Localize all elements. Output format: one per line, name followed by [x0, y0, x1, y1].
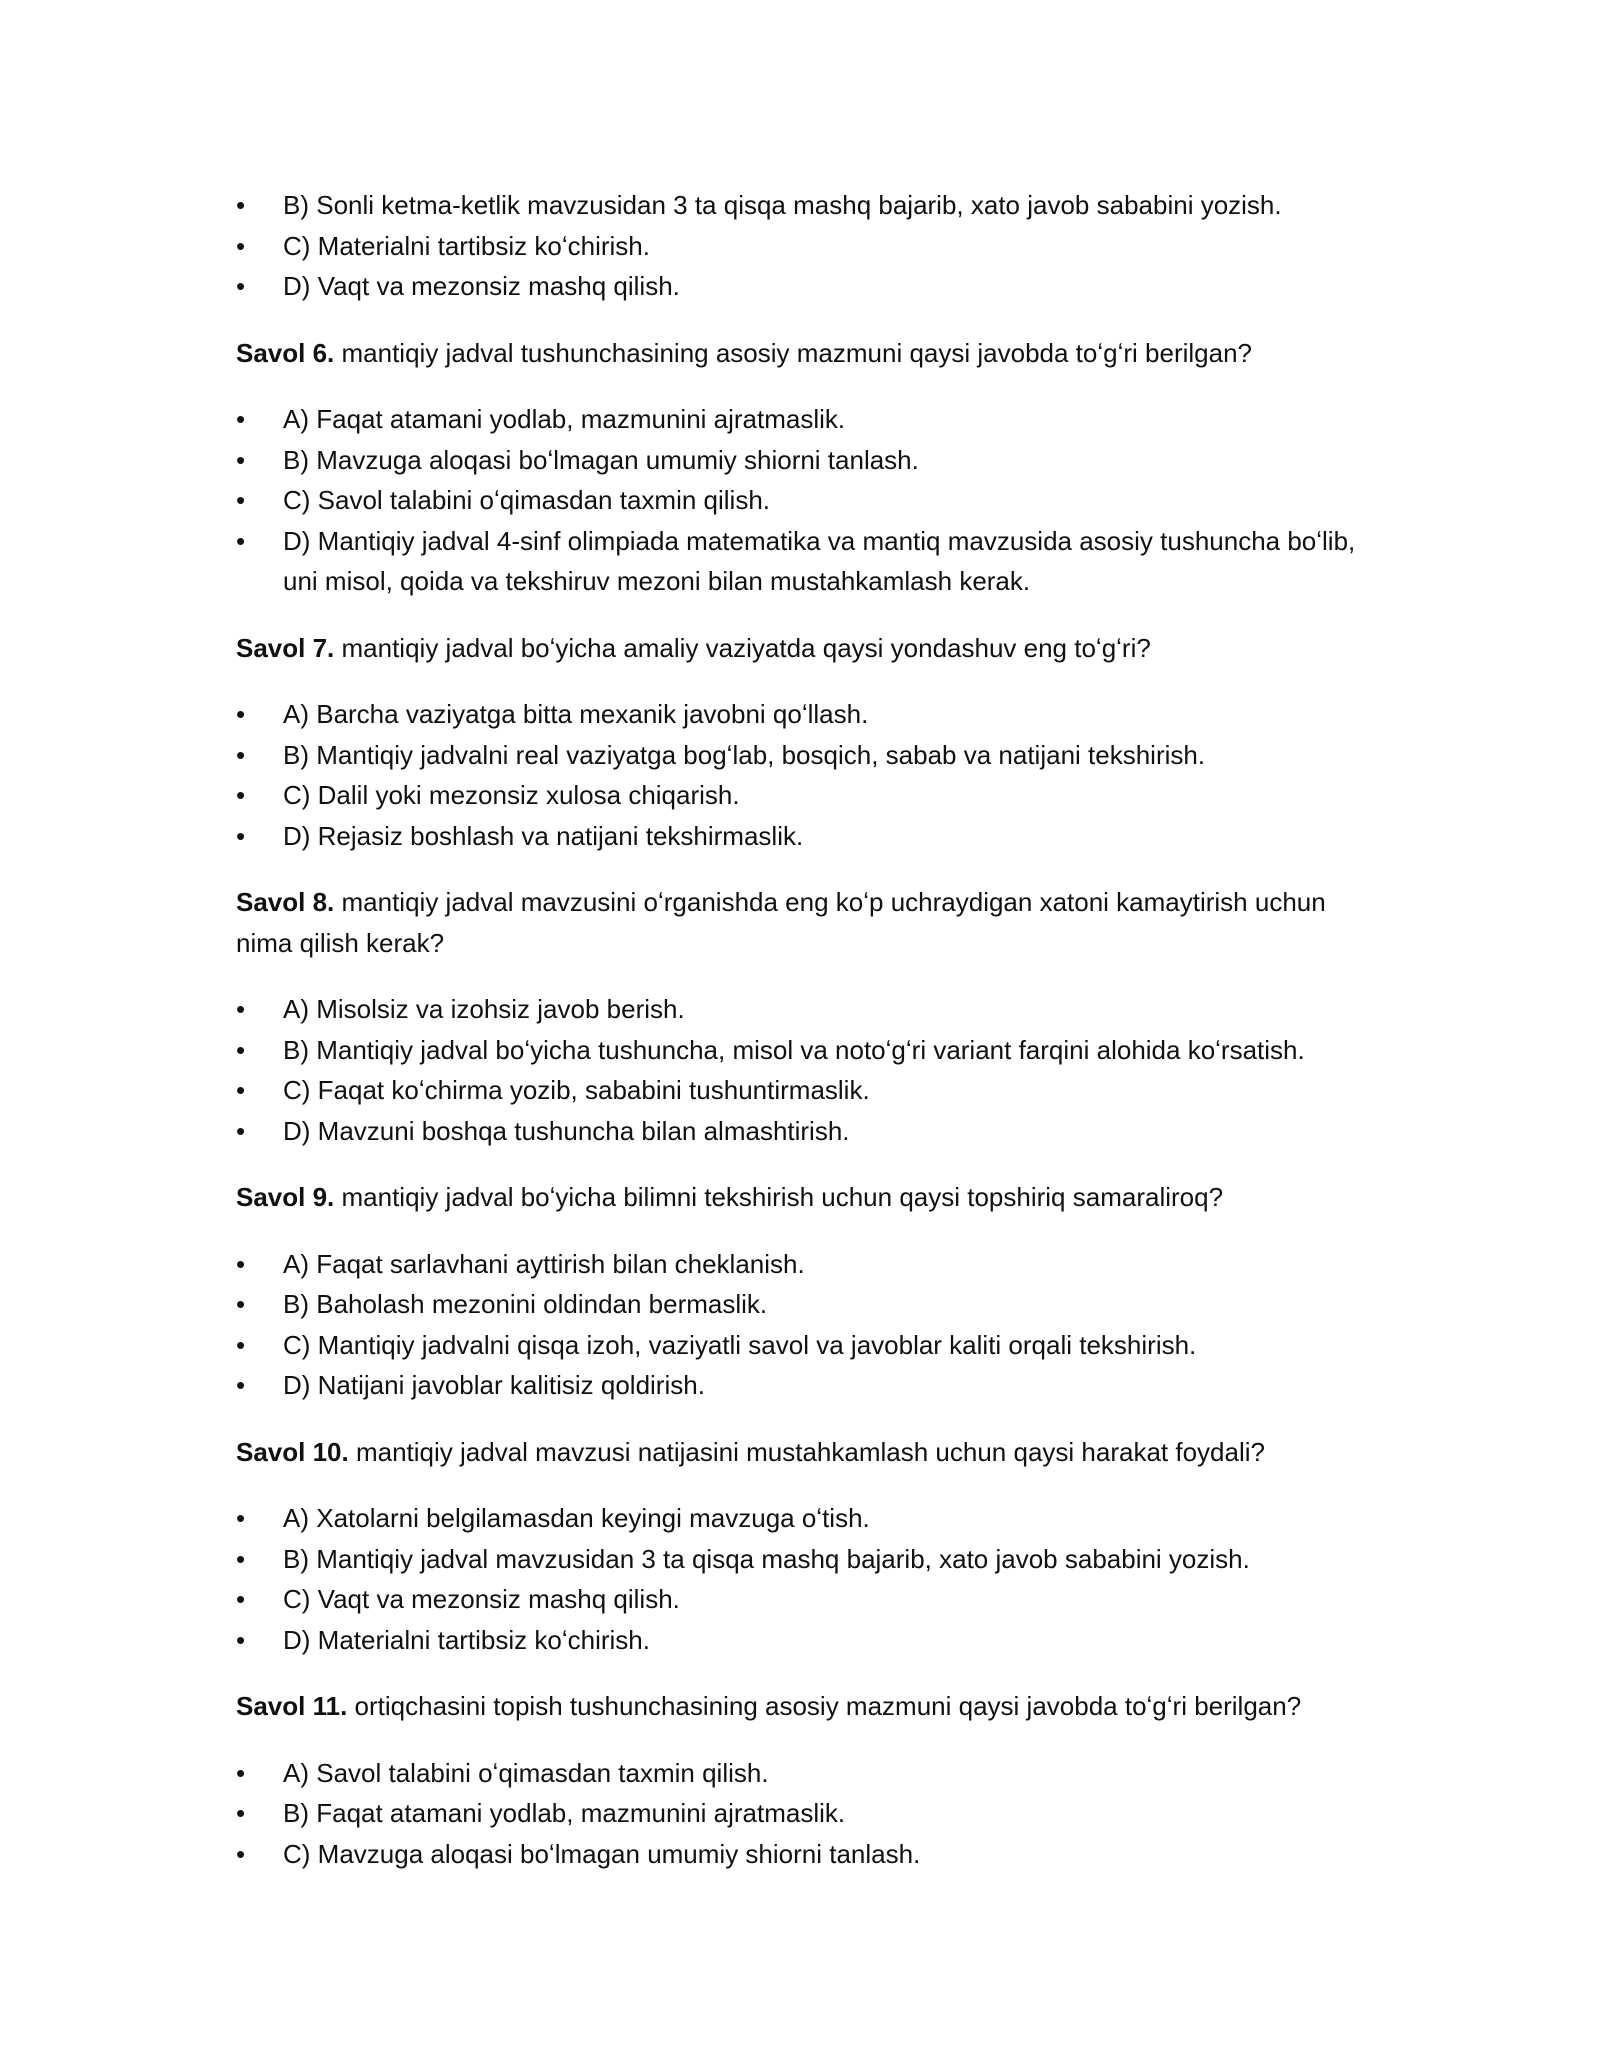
answer-option-text: D) Vaqt va mezonsiz mashq qilish.	[283, 271, 680, 301]
question-text: mantiqiy jadval mavzusi natijasini mustahkamlash uchun qaysi harakat foydali?	[348, 1436, 1265, 1467]
bullet-icon: •	[236, 994, 246, 1024]
answer-option	[236, 1365, 1366, 1406]
answer-option-text: D) Mantiqiy jadval 4-sinf olimpiada matematika va mantiq mavzusida asosiy tushuncha boʻlib, uni misol, qoida va tekshiruv mezoni bilan mustahkamlash kerak.	[283, 525, 1356, 596]
bullet-icon: •	[236, 404, 246, 434]
answer-option-text: A) Savol talabini oʻqimasdan taxmin qilish.	[283, 1757, 769, 1788]
answer-option	[236, 440, 1366, 481]
answer-option	[236, 735, 1366, 776]
answer-option	[236, 1111, 1366, 1152]
bullet-icon: •	[236, 444, 246, 475]
answer-option	[236, 1244, 1366, 1285]
answer-option-text: A) Xatolarni belgilamasdan keyingi mavzuga oʻtish.	[283, 1503, 870, 1533]
bullet-icon: •	[236, 230, 246, 261]
bullet-icon: •	[236, 1075, 246, 1105]
answer-option-text: B) Faqat atamani yodlab, mazmunini ajratmaslik.	[283, 1798, 846, 1828]
answer-options-list	[236, 989, 1366, 1151]
answer-option-text: C) Dalil yoki mezonsiz xulosa chiqarish.	[283, 780, 740, 810]
answer-option-text: B) Mantiqiy jadvalni real vaziyatga bogʻlab, bosqich, sabab va natijani tekshirish.	[283, 739, 1206, 770]
question-text: mantiqiy jadval tushunchasining asosiy mazmuni qaysi javobda toʻgʻri berilgan?	[334, 337, 1252, 368]
answer-option	[236, 1030, 1366, 1071]
answer-options-list	[236, 694, 1366, 856]
answer-option	[236, 694, 1366, 735]
answer-option	[236, 1284, 1366, 1325]
answer-option-text: C) Materialni tartibsiz koʻchirish.	[283, 230, 650, 261]
question-label: Savol 10.	[236, 1436, 349, 1467]
answer-option	[236, 480, 1366, 521]
answer-option	[236, 1325, 1366, 1366]
answer-option	[236, 521, 1366, 602]
answer-option-text: A) Faqat atamani yodlab, mazmunini ajratmaslik.	[283, 404, 846, 434]
question-label: Savol 8.	[236, 887, 335, 917]
answer-option	[236, 1793, 1366, 1834]
answer-option	[236, 1498, 1366, 1539]
answer-option	[236, 989, 1366, 1030]
bullet-icon: •	[236, 271, 246, 301]
answer-option	[236, 775, 1366, 816]
answer-option-text: D) Natijani javoblar kalitisiz qoldirish.	[283, 1370, 705, 1400]
bullet-icon: •	[236, 1034, 246, 1065]
answer-options-list	[236, 1753, 1366, 1875]
answer-option-text: A) Misolsiz va izohsiz javob berish.	[283, 994, 685, 1024]
answer-options-list	[236, 185, 1366, 307]
bullet-icon: •	[236, 1289, 246, 1319]
question-paragraph	[236, 628, 1366, 669]
answer-option	[236, 816, 1366, 857]
bullet-icon: •	[236, 1757, 246, 1788]
bullet-icon: •	[236, 1248, 246, 1279]
question-paragraph	[236, 333, 1366, 374]
bullet-icon: •	[236, 1543, 246, 1574]
answer-option	[236, 1070, 1366, 1111]
question-text: mantiqiy jadval boʻyicha amaliy vaziyatda qaysi yondashuv eng toʻgʻri?	[334, 632, 1151, 663]
bullet-icon: •	[236, 1584, 246, 1614]
answer-option-text: A) Faqat sarlavhani ayttirish bilan cheklanish.	[283, 1248, 805, 1279]
answer-option	[236, 226, 1366, 267]
question-label: Savol 7.	[236, 632, 335, 663]
question-text: mantiqiy jadval boʻyicha bilimni tekshirish uchun qaysi topshiriq samaraliroq?	[334, 1182, 1224, 1212]
answer-option-text: B) Sonli ketma-ketlik mavzusidan 3 ta qisqa mashq bajarib, xato javob sababini yozish.	[283, 190, 1282, 220]
answer-option	[236, 1579, 1366, 1620]
answer-option	[236, 266, 1366, 307]
answer-options-list	[236, 1498, 1366, 1660]
answer-option-text: B) Mavzuga aloqasi boʻlmagan umumiy shiorni tanlash.	[283, 444, 919, 475]
bullet-icon: •	[236, 1503, 246, 1533]
answer-option-text: D) Rejasiz boshlash va natijani tekshirmaslik.	[283, 820, 804, 851]
answer-option-text: D) Materialni tartibsiz koʻchirish.	[283, 1624, 650, 1655]
bullet-icon: •	[236, 485, 246, 515]
question-paragraph	[236, 1686, 1366, 1727]
answer-option	[236, 185, 1366, 226]
answer-option	[236, 1539, 1366, 1580]
bullet-icon: •	[236, 1115, 246, 1146]
question-label: Savol 9.	[236, 1182, 335, 1212]
answer-option-text: A) Barcha vaziyatga bitta mexanik javobni qoʻllash.	[283, 699, 869, 729]
question-text: mantiqiy jadval mavzusini oʻrganishda eng koʻp uchraydigan xatoni kamaytirish uchun nima qilish kerak?	[236, 887, 1326, 958]
question-paragraph	[236, 1432, 1366, 1473]
answer-option-text: C) Savol talabini oʻqimasdan taxmin qilish.	[283, 485, 771, 515]
answer-option-text: C) Mavzuga aloqasi boʻlmagan umumiy shiorni tanlash.	[283, 1838, 921, 1869]
bullet-icon: •	[236, 1624, 246, 1655]
answer-options-list	[236, 1244, 1366, 1406]
bullet-icon: •	[236, 780, 246, 810]
bullet-icon: •	[236, 1329, 246, 1360]
answer-option	[236, 1753, 1366, 1794]
bullet-icon: •	[236, 1370, 246, 1400]
question-label: Savol 11.	[236, 1691, 348, 1721]
question-label: Savol 6.	[236, 337, 335, 368]
answer-option-text: B) Mantiqiy jadval mavzusidan 3 ta qisqa mashq bajarib, xato javob sababini yozish.	[283, 1543, 1250, 1574]
answer-option	[236, 1834, 1366, 1875]
bullet-icon: •	[236, 525, 246, 556]
bullet-icon: •	[236, 739, 246, 770]
answer-option-text: C) Faqat koʻchirma yozib, sababini tushuntirmaslik.	[283, 1075, 870, 1105]
bullet-icon: •	[236, 1838, 246, 1869]
bullet-icon: •	[236, 190, 246, 220]
answer-option-text: D) Mavzuni boshqa tushuncha bilan almashtirish.	[283, 1115, 850, 1146]
answer-option-text: C) Mantiqiy jadvalni qisqa izoh, vaziyatli savol va javoblar kaliti orqali tekshirish.	[283, 1329, 1197, 1360]
answer-options-list	[236, 399, 1366, 602]
answer-option	[236, 399, 1366, 440]
answer-option-text: B) Mantiqiy jadval boʻyicha tushuncha, misol va notoʻgʻri variant farqini alohida koʻrsatish.	[283, 1034, 1305, 1065]
question-text: ortiqchasini topish tushunchasining asosiy mazmuni qaysi javobda toʻgʻri berilgan?	[347, 1691, 1302, 1721]
document-body	[236, 185, 1366, 1900]
question-paragraph	[236, 882, 1366, 963]
bullet-icon: •	[236, 1798, 246, 1828]
answer-option	[236, 1620, 1366, 1661]
bullet-icon: •	[236, 699, 246, 729]
answer-option-text: C) Vaqt va mezonsiz mashq qilish.	[283, 1584, 680, 1614]
question-paragraph	[236, 1177, 1366, 1218]
bullet-icon: •	[236, 820, 246, 851]
answer-option-text: B) Baholash mezonini oldindan bermaslik.	[283, 1289, 768, 1319]
